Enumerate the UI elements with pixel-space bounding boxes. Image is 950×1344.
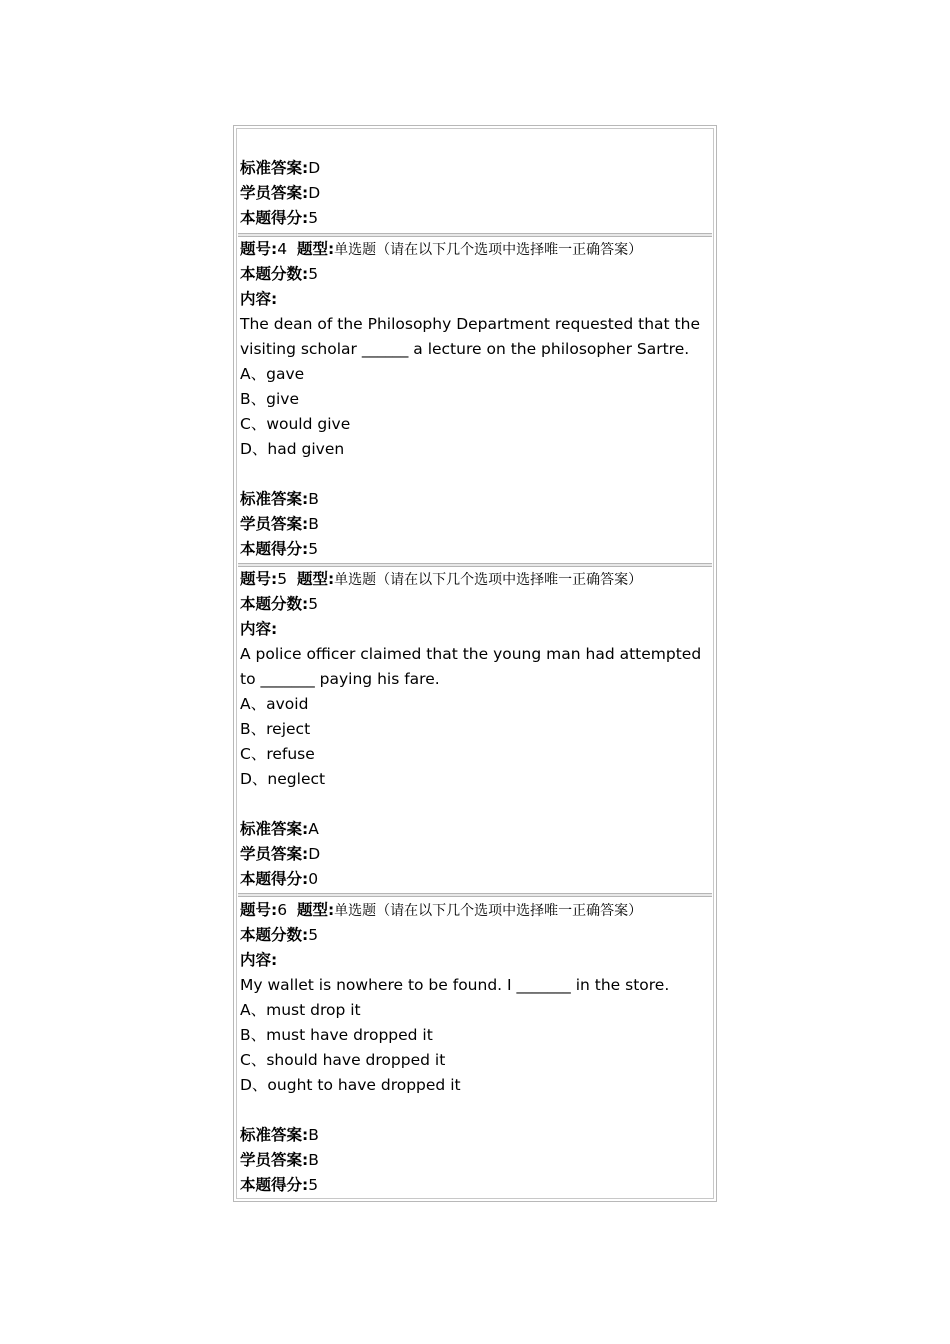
standard-answer-value: B: [308, 1126, 319, 1144]
student-answer-row: [240, 842, 710, 867]
points-row: [240, 262, 710, 287]
student-answer-value: B: [308, 1151, 319, 1169]
standard-answer-label: 标准答案:: [240, 159, 309, 177]
result-panel: [233, 125, 717, 1202]
question-number: 5: [277, 570, 288, 588]
student-answer-value: B: [308, 515, 319, 533]
points-value: 5: [308, 926, 319, 944]
option-a: A、must drop it: [240, 1001, 361, 1019]
score-value: 0: [308, 870, 319, 888]
score-label: 本题得分:: [240, 1176, 309, 1194]
question-number-label: 题号:: [240, 570, 278, 588]
option-b: B、give: [240, 390, 299, 408]
student-answer-row: [240, 1148, 710, 1173]
question-5: [240, 567, 710, 892]
question-text: The dean of the Philosophy Department requested that the: [240, 315, 700, 333]
question-number-label: 题号:: [240, 240, 278, 258]
standard-answer-row: [240, 817, 710, 842]
option-d: D、had given: [240, 440, 345, 458]
question-number: 4: [277, 240, 288, 258]
score-label: 本题得分:: [240, 209, 309, 227]
question-type-label: 题型:: [296, 570, 335, 588]
question-header: [240, 237, 710, 262]
question-type: 单选题（请在以下几个选项中选择唯一正确答案）: [334, 242, 643, 258]
score-label: 本题得分:: [240, 540, 309, 558]
question-3-tail: [240, 156, 710, 231]
standard-answer-value: D: [308, 159, 321, 177]
score-value: 5: [308, 540, 319, 558]
student-answer-value: D: [308, 845, 321, 863]
score-row: [240, 867, 710, 892]
student-answer-value: D: [308, 184, 321, 202]
question-number: 6: [277, 901, 288, 919]
points-label: 本题分数:: [240, 926, 309, 944]
student-answer-row: [240, 181, 710, 206]
standard-answer-label: 标准答案:: [240, 1126, 309, 1144]
question-text: to _______ paying his fare.: [240, 670, 440, 688]
question-6: [240, 898, 710, 1198]
score-value: 5: [308, 1176, 319, 1194]
content-label: 内容:: [240, 951, 278, 969]
points-value: 5: [308, 595, 319, 613]
content-label: 内容:: [240, 290, 278, 308]
score-row: [240, 537, 710, 562]
student-answer-label: 学员答案:: [240, 515, 309, 533]
student-answer-label: 学员答案:: [240, 1151, 309, 1169]
standard-answer-row: [240, 156, 710, 181]
question-header: [240, 567, 710, 592]
student-answer-row: [240, 512, 710, 537]
question-separator: [238, 893, 712, 897]
student-answer-label: 学员答案:: [240, 184, 309, 202]
option-b: B、must have dropped it: [240, 1026, 433, 1044]
question-type: 单选题（请在以下几个选项中选择唯一正确答案）: [334, 572, 643, 588]
question-4: [240, 237, 710, 562]
option-c: C、should have dropped it: [240, 1051, 446, 1069]
option-c: C、would give: [240, 415, 351, 433]
question-number-label: 题号:: [240, 901, 278, 919]
points-label: 本题分数:: [240, 595, 309, 613]
standard-answer-label: 标准答案:: [240, 820, 309, 838]
question-type: 单选题（请在以下几个选项中选择唯一正确答案）: [334, 903, 643, 919]
question-header: [240, 898, 710, 923]
student-answer-label: 学员答案:: [240, 845, 309, 863]
score-row: [240, 1173, 710, 1198]
option-b: B、reject: [240, 720, 311, 738]
question-text: A police officer claimed that the young man had attempted: [240, 645, 702, 663]
standard-answer-row: [240, 1123, 710, 1148]
standard-answer-label: 标准答案:: [240, 490, 309, 508]
score-value: 5: [308, 209, 319, 227]
points-row: [240, 923, 710, 948]
score-label: 本题得分:: [240, 870, 309, 888]
question-type-label: 题型:: [296, 240, 335, 258]
question-type-label: 题型:: [296, 901, 335, 919]
result-panel-inner: [236, 128, 714, 1199]
question-text: visiting scholar ______ a lecture on the philosopher Sartre.: [240, 340, 690, 358]
option-a: A、gave: [240, 365, 305, 383]
content-label: 内容:: [240, 620, 278, 638]
option-a: A、avoid: [240, 695, 309, 713]
option-c: C、refuse: [240, 745, 315, 763]
score-row: [240, 206, 710, 231]
points-label: 本题分数:: [240, 265, 309, 283]
option-d: D、ought to have dropped it: [240, 1076, 461, 1094]
points-row: [240, 592, 710, 617]
standard-answer-row: [240, 487, 710, 512]
standard-answer-value: A: [308, 820, 319, 838]
option-d: D、neglect: [240, 770, 326, 788]
points-value: 5: [308, 265, 319, 283]
question-text: My wallet is nowhere to be found. I _______ in the store.: [240, 976, 670, 994]
standard-answer-value: B: [308, 490, 319, 508]
